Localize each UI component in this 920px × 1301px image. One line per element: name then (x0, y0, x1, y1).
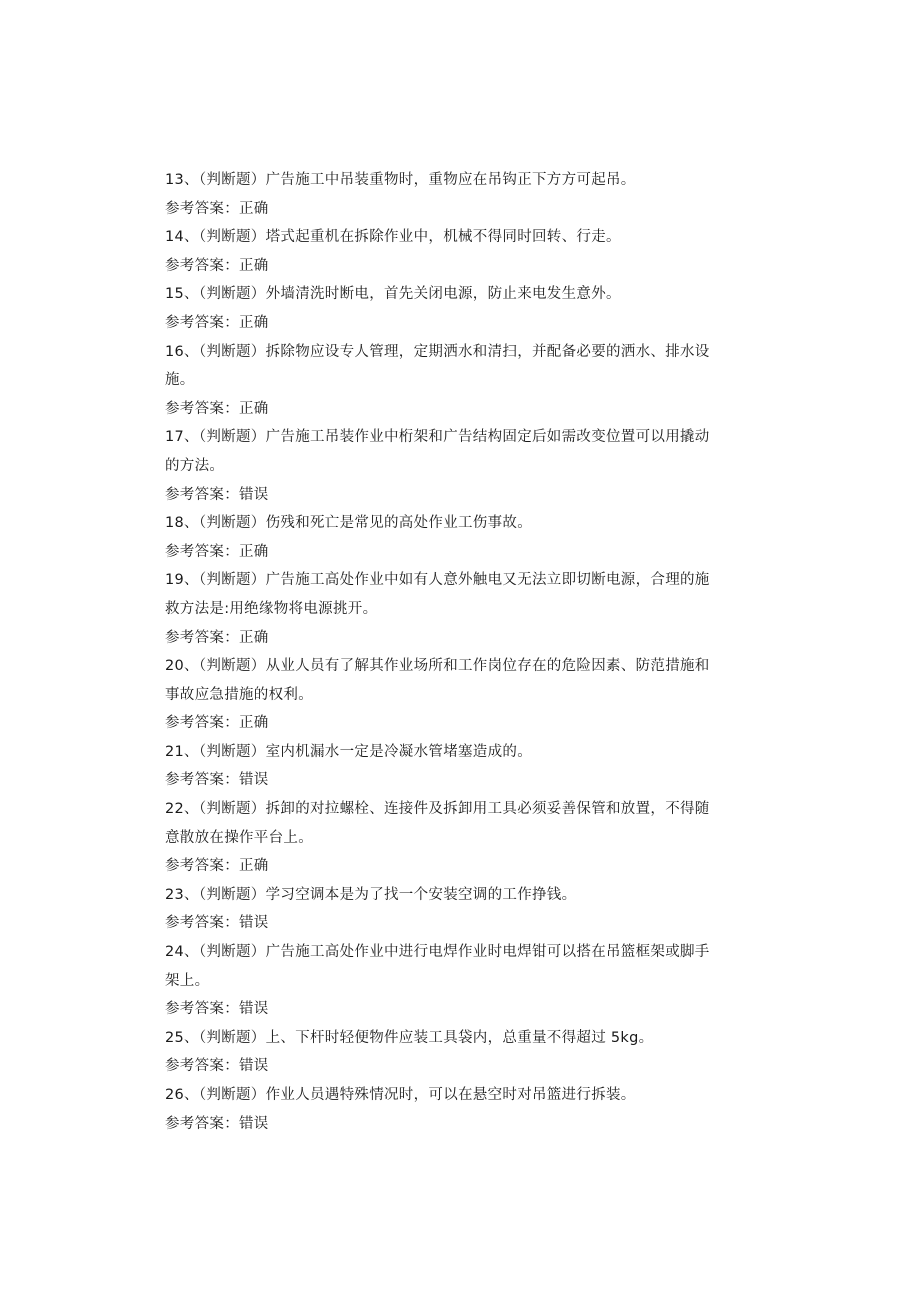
question-item (165, 166, 745, 223)
question-text: 15、（判断题）外墙清洗时断电，首先关闭电源，防止来电发生意外。 (165, 286, 621, 303)
question-item (165, 280, 745, 337)
question-item (165, 738, 745, 795)
answer-text: 参考答案：错误 (165, 1001, 269, 1018)
question-text: 16、（判断题）拆除物应设专人管理，定期洒水和清扫，并配备必要的洒水、排水设 (165, 343, 710, 360)
question-list (165, 166, 745, 1138)
answer-text: 参考答案：正确 (165, 314, 269, 331)
question-item (165, 938, 745, 1024)
question-text: 24、（判断题）广告施工高处作业中进行电焊作业时电焊钳可以搭在吊篮框架或脚手 (165, 944, 710, 961)
answer-text: 参考答案：正确 (165, 200, 269, 217)
question-text: 26、（判断题）作业人员遇特殊情况时，可以在悬空时对吊篮进行拆装。 (165, 1087, 636, 1103)
answer-text: 参考答案：错误 (165, 1115, 269, 1132)
answer-text: 参考答案：错误 (165, 915, 269, 932)
question-text: 的方法。 (165, 457, 225, 474)
question-text: 23、（判断题）学习空调本是为了找一个安装空调的工作挣钱。 (165, 886, 577, 903)
question-text: 救方法是:用绝缘物将电源挑开。 (165, 600, 378, 617)
question-item (165, 423, 745, 509)
answer-text: 参考答案：正确 (165, 257, 269, 274)
question-text: 事故应急措施的权利。 (165, 686, 313, 703)
question-text: 意散放在操作平台上。 (165, 829, 313, 846)
answer-text: 参考答案：错误 (165, 486, 269, 503)
question-item (165, 509, 745, 566)
question-text: 14、（判断题）塔式起重机在拆除作业中，机械不得同时回转、行走。 (165, 229, 621, 246)
question-text: 21、（判断题）室内机漏水一定是冷凝水管堵塞造成的。 (165, 743, 532, 760)
answer-text: 参考答案：正确 (165, 543, 269, 560)
question-text: 13、（判断题）广告施工中吊装重物时，重物应在吊钩正下方方可起吊。 (165, 172, 636, 188)
question-text: 19、（判断题）广告施工高处作业中如有人意外触电又无法立即切断电源，合理的施 (165, 572, 710, 589)
question-text: 18、（判断题）伤残和死亡是常见的高处作业工伤事故。 (165, 515, 532, 532)
answer-text: 参考答案：正确 (165, 400, 269, 417)
question-text: 25、（判断题）上、下杆时轻便物件应装工具袋内，总重量不得超过 5kg。 (165, 1029, 654, 1046)
question-item (165, 566, 745, 652)
question-item (165, 1024, 745, 1081)
answer-text: 参考答案：正确 (165, 629, 269, 646)
answer-text: 参考答案：正确 (165, 715, 269, 732)
question-item (165, 881, 745, 938)
question-item (165, 1081, 745, 1138)
answer-text: 参考答案：正确 (165, 858, 269, 875)
answer-text: 参考答案：错误 (165, 772, 269, 789)
question-item (165, 652, 745, 738)
answer-text: 参考答案：错误 (165, 1058, 269, 1075)
question-text: 22、（判断题）拆卸的对拉螺栓、连接件及拆卸用工具必须妥善保管和放置，不得随 (165, 801, 710, 818)
question-text: 17、（判断题）广告施工吊装作业中桁架和广告结构固定后如需改变位置可以用撬动 (165, 429, 710, 446)
question-item (165, 223, 745, 280)
question-text: 架上。 (165, 972, 210, 989)
question-text: 20、（判断题）从业人员有了解其作业场所和工作岗位存在的危险因素、防范措施和 (165, 658, 710, 675)
question-item (165, 338, 745, 424)
question-item (165, 795, 745, 881)
question-text: 施。 (165, 372, 195, 389)
